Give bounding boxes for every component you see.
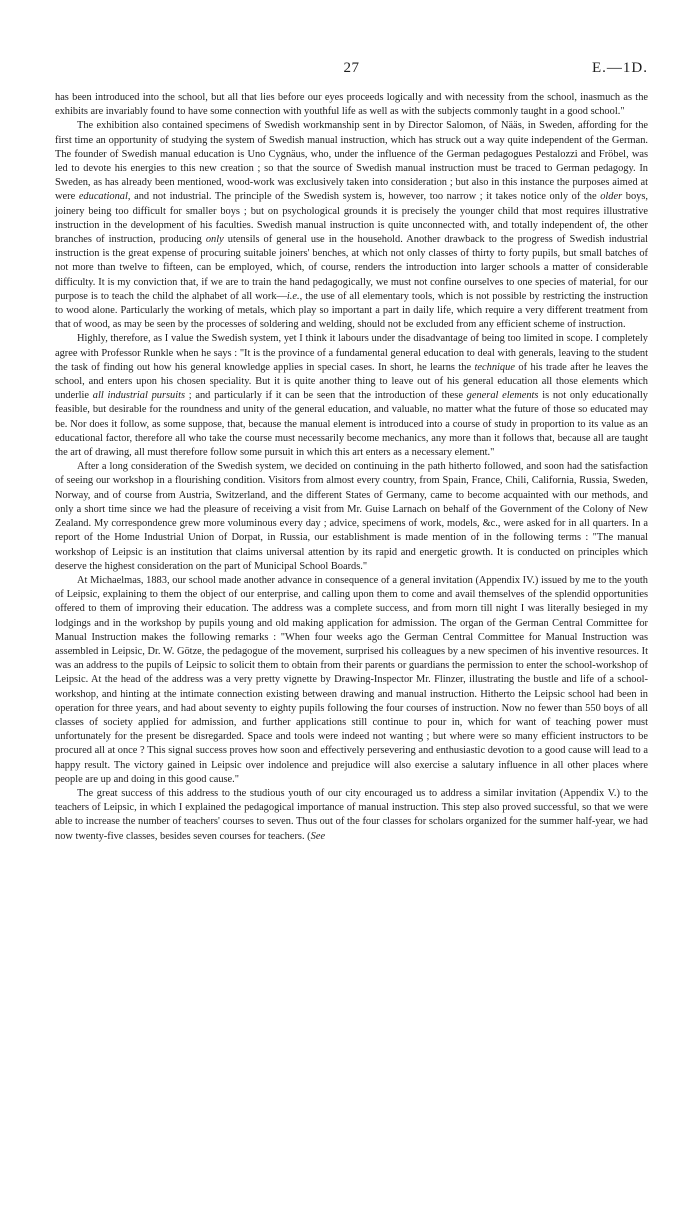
paragraph <box>55 787 648 844</box>
body-text <box>55 91 648 844</box>
italic-text: older <box>600 191 623 203</box>
paragraph <box>55 91 648 119</box>
text-run: The great success of this address to the studious youth of our city encouraged us to address a similar invitation (Appendix V.) to the teachers of Leipsic, in which I explained the pedagogical importance of manual instruction. This step also proved successful, so that we were able to increase the number of teachers' courses to seven. Thus out of the four classes for scholars organized for the summer half-year, we had now twenty-five classes, besides seven courses for teachers. ( <box>55 787 648 842</box>
text-run: is not only educationally feasible, but desirable for the roundness and unity of the general education, and valuable, no matter what the future of those so educated may be. Nor does it follow, as some suppose, that, because the manual element is introduced into a course of study in proportion to its value as an educational factor, therefore all who take the course must necessarily become mechanics, any more than it follows that, because all are taught the art of drawing, all must therefore follow some pursuit in which this art enters as a necessary element." <box>55 390 648 459</box>
page-number: 27 <box>343 60 360 76</box>
text-run: , and not industrial. The principle of the Swedish system is, however, too narrow ; it takes notice only of the <box>127 191 601 203</box>
page-header <box>55 60 648 80</box>
italic-text: educational <box>78 191 128 203</box>
text-run: , the use of all elementary tools, which is not possible by restricting the instruction to wood alone. Particularly the working of metals, which play so important a part in daily life, which require a very different treatment from that of wood, as may be seen by the processes of soldering and welding, should not be excluded from any efficient scheme of instruction. <box>55 290 649 331</box>
paragraph <box>55 460 648 574</box>
text-run: At Michaelmas, 1883, our school made another advance in consequence of a general invitation (Appendix IV.) issued by me to the youth of Leipsic, explaining to them the object of our enterprise, and calling upon them to come and avail themselves of the splendid opportunities offered to them of improving their education. The address was a complete success, and from morn till night I was literally besieged in my lodgings and in the workshop by pupils young and old making application for admission. The organ of the German Central Committee for Manual Instruction makes the following remarks : "When four weeks ago the German Central Committee for Manual Instruction was assembled in Leipsic, Dr. W. Götze, the pedagogue of the movement, surprised his colleagues by a new specimen of his inventive resources. It was an address to the pupils of Leipsic to solicit them to obtain from their parents or guardians the permission to enter the school-workshop of Leipsic. At the head of the address was a very pretty vignette by Drawing-Inspector Mr. Flinzer, illustrating the bustle and life of a school-workshop, and hinting at the intimate connection existing between drawing and manual instruction. Hitherto the Leipsic school had been in operation for three years, and had about seventy to eighty pupils following the four courses of instruction. Now no fewer than 550 boys of all classes of society applied for admission, and further applications still continue to pour in, which for want of teaching power must unfortunately for the present be disregarded. Space and tools were indeed not wanting ; but where were so many efficient instructors to be procured all at once ? This signal success proves how soon and effectively persevering and enthusiastic devotion to a good cause will lead to a happy result. The victory gained in Leipsic over indolence and prejudice will also exercise a salutary influence in all other places where people are up and doing in this good cause." <box>55 574 648 785</box>
italic-text: only <box>205 234 224 246</box>
italic-text: technique <box>474 361 515 373</box>
text-run: boys, joinery being too difficult for smaller boys ; but on psychological grounds it is precisely the younger child that most requires illustrative instruction in the development of his faculties. Swedish manual instruction is quite unconnected with, and totally independent of, the other branches of instruction, producing <box>55 191 648 246</box>
paragraph <box>55 332 648 460</box>
italic-text: all industrial pursuits <box>92 390 186 402</box>
text-run: has been introduced into the school, but all that lies before our eyes proceeds logically and with necessity from the school, inasmuch as the exhibits are invariably found to have some connection with youthful life as well as with the subjects commonly taught in a good school." <box>55 92 648 118</box>
italic-text: general elements <box>466 390 539 402</box>
paragraph <box>55 574 648 787</box>
text-run: of his trade after he leaves the school, and enters upon his chosen speciality. But it is quite another thing to leave out of his general education all those elements which underlie <box>55 361 648 402</box>
text-run: utensils of general use in the household. Another drawback to the progress of Swedish industrial instruction is the great expense of procuring suitable joiners' benches, at which not only classes of thirty to forty pupils, but small batches of not more than twelve to fifteen, can be employed, which, of course, renders the introduction into larger schools a matter of considerable difficulty. It is my conviction that, if we are to train the hand pedagogically, we must not confine ourselves to one species of material, for our purpose is to teach the child the alphabet of all work— <box>55 234 648 302</box>
text-run: Highly, therefore, as I value the Swedish system, yet I think it labours under the disadvantage of being too limited in scope. I completely agree with Professor Runkle when he says : "It is the province of a fundamental general education to deal with generals, leaving to the student the task of finding out how his general knowledge applies in special cases. In short, he learns the <box>55 333 648 373</box>
document-reference: E.—1D. <box>592 60 648 76</box>
text-run: After a long consideration of the Swedish system, we decided on continuing in the path hitherto followed, and soon had the satisfaction of seeing our workshop in a flourishing condition. Visitors from almost every country, from Spain, France, Chili, California, Russia, Sweden, Norway, and of course from Austria, Switzerland, and the different States of Germany, came to become acquainted with our methods, and only a short time since we had the pleasure of receiving a visit from Mr. Guise Larnach on behalf of the Government of the Colony of New Zealand. My correspondence grew more voluminous every day ; advice, specimens of work, models, &c., were asked for in all quarters. In a report of the Home Industrial Union of Dorpat, in Russia, our establishment is made mention of in the following terms : "The manual workshop of Leipsic is an institution that claims universal attention by its rapid and energetic growth. It is conducted on principles which deserve the highest consideration on the part of Municipal School Boards." <box>55 461 648 572</box>
italic-text: i.e. <box>286 290 300 302</box>
text-run: ; and particularly if it can be seen that the introduction of these <box>185 390 467 402</box>
text-run: The exhibition also contained specimens of Swedish workmanship sent in by Director Salomon, of Nääs, in Sweden, affording for the first time an opportunity of studying the system of Swedish manual instruction, which has struck out a way quite independent of the German. The founder of Swedish manual education is Uno Cygnäus, who, under the influence of the German pedagogues Pestalozzi and Fröbel, was led to devote his energies to this new creation ; so that the source of Swedish manual instruction must be traced to German pedagogy. In Sweden, as has already been mentioned, wood-work was exclusively taken into consideration ; but also in this instance the purposes aimed at were <box>55 120 648 203</box>
paragraph <box>55 119 648 332</box>
italic-text: See <box>310 830 326 842</box>
